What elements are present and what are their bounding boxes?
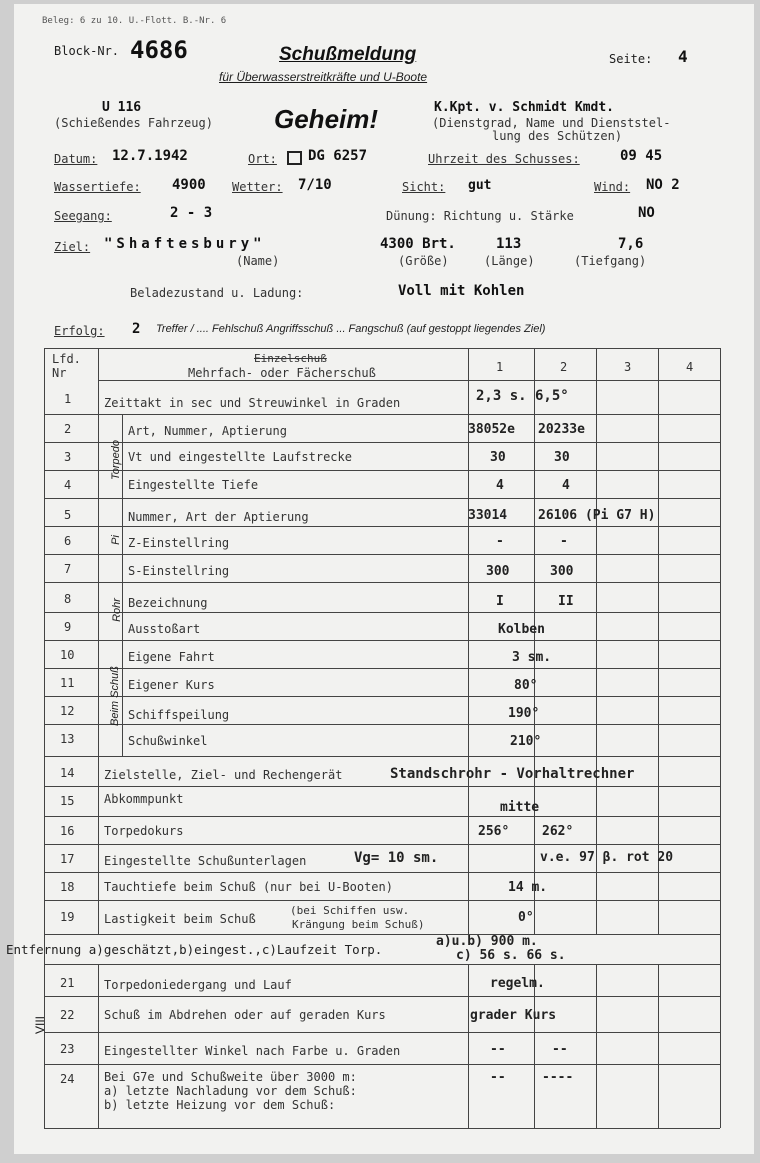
sea-label: Seegang: xyxy=(54,209,112,223)
row-label: Schuß im Abdrehen oder auf geraden Kurs xyxy=(104,1008,386,1022)
time: 09 45 xyxy=(620,148,663,164)
sea: 2 - 3 xyxy=(170,205,213,221)
group-beim-schuss: Beim Schuß xyxy=(109,666,121,726)
vis: gut xyxy=(468,178,492,193)
success-label: Erfolg: xyxy=(54,324,105,338)
row-label: Lastigkeit beim Schuß xyxy=(104,912,256,926)
row-num: 18 xyxy=(60,880,75,894)
secret-stamp: Geheim! xyxy=(274,104,379,134)
value-cell: 0° xyxy=(518,910,534,925)
row-label: Bei G7e und Schußweite über 3000 m: xyxy=(104,1070,357,1084)
row-num: 15 xyxy=(60,794,75,808)
value-cell: a)u.b) 900 m. xyxy=(436,934,538,949)
row-label: Zielstelle, Ziel- und Rechengerät xyxy=(104,768,343,782)
row-num: 24 xyxy=(60,1072,75,1086)
row-label: Torpedokurs xyxy=(104,824,184,838)
ort-box xyxy=(287,151,302,165)
target-name: "Shaftesbury" xyxy=(104,236,266,252)
block-number: 4686 xyxy=(130,36,188,64)
shooter: K.Kpt. v. Schmidt Kmdt. xyxy=(434,100,615,115)
row-num: 16 xyxy=(60,824,75,838)
value-cell: Kolben xyxy=(498,622,545,637)
col-type: Mehrfach- oder Fächerschuß xyxy=(188,366,376,380)
value-cell: grader Kurs xyxy=(470,1008,557,1023)
value-cell: 210° xyxy=(510,734,542,749)
row-label: Vt und eingestellte Laufstrecke xyxy=(128,450,352,464)
value-cell: ---- xyxy=(542,1070,574,1085)
row-num: 13 xyxy=(60,732,75,746)
row-num: 10 xyxy=(60,648,75,662)
row-num: 6 xyxy=(64,534,72,548)
depth: 4900 xyxy=(172,177,206,193)
row-num: 1 xyxy=(64,392,72,406)
row-num: 7 xyxy=(64,562,72,576)
row-label: Schiffspeilung xyxy=(128,708,230,722)
value-cell: 33014 xyxy=(468,508,508,523)
group-pi: Pi xyxy=(110,535,122,545)
caption-name: (Name) xyxy=(236,254,280,268)
row-num: 8 xyxy=(64,592,72,606)
ort-label: Ort: xyxy=(248,152,277,166)
value-cell: 26106 (Pi G7 H) xyxy=(538,508,656,523)
value-cell: 190° xyxy=(508,706,540,721)
row-num: 11 xyxy=(60,676,75,690)
col-num-1: 1 xyxy=(496,360,504,374)
value-cell: 30 xyxy=(490,450,506,465)
row-num: 12 xyxy=(60,704,75,718)
row-num: 22 xyxy=(60,1008,75,1022)
row-num: 3 xyxy=(64,450,72,464)
value-cell: 262° xyxy=(542,824,574,839)
row-label: Art, Nummer, Aptierung xyxy=(128,424,287,438)
value-cell: v.e. 97 β. rot 20 xyxy=(540,850,674,865)
group-rohr: Rohr xyxy=(111,598,123,622)
row-label: Z-Einstellring xyxy=(128,536,230,550)
ort: DG 6257 xyxy=(308,148,368,164)
row-label: Eingestellte Tiefe xyxy=(128,478,259,492)
load-label: Beladezustand u. Ladung: xyxy=(130,286,304,300)
col-num-4: 4 xyxy=(686,360,694,374)
row-num: 9 xyxy=(64,620,72,634)
value-cell: 14 m. xyxy=(508,880,548,895)
value-cell: Standschrohr - Vorhaltrechner xyxy=(390,766,635,782)
form-title: Schußmeldung xyxy=(279,44,417,65)
success-text: Treffer / .... Fehlschuß Angriffsschuß ... Fangschuß (auf gestoppt liegendes Ziel) xyxy=(156,323,546,335)
row-label: Bezeichnung xyxy=(128,596,208,610)
value-cell: c) 56 s. 66 s. xyxy=(456,948,566,963)
date: 12.7.1942 xyxy=(112,148,188,164)
value-cell: 300 xyxy=(550,564,574,579)
vessel: U 116 xyxy=(102,100,142,115)
block-label: Block-Nr. xyxy=(54,44,120,58)
target-size: 4300 Brt. xyxy=(380,236,456,252)
target-draft: 7,6 xyxy=(618,236,644,252)
row-num: 2 xyxy=(64,422,72,436)
row-label: Nummer, Art der Aptierung xyxy=(128,510,309,524)
row-label: S-Einstellring xyxy=(128,564,230,578)
shooter-caption-2: lung des Schützen) xyxy=(492,129,623,143)
row-num: 5 xyxy=(64,508,72,522)
row19-note-1: (bei Schiffen usw. xyxy=(290,904,410,917)
shooter-caption-1: (Dienstgrad, Name und Dienststel- xyxy=(432,116,671,130)
success-hits: 2 xyxy=(132,321,141,337)
margin-mark: VIII xyxy=(33,1016,47,1035)
page-number: 4 xyxy=(678,47,688,66)
value-cell: II xyxy=(558,594,574,609)
value-cell: 3 sm. xyxy=(512,650,552,665)
weather-label: Wetter: xyxy=(232,180,283,194)
value-cell: 4 xyxy=(562,478,570,493)
row-label: Abkommpunkt xyxy=(104,792,184,806)
row-label: Eingestellte Schußunterlagen xyxy=(104,854,307,868)
vessel-caption: (Schießendes Fahrzeug) xyxy=(54,116,213,130)
value-cell: - xyxy=(560,534,568,549)
row-num: 4 xyxy=(64,478,72,492)
form-subtitle: für Überwasserstreitkräfte und U-Boote xyxy=(219,70,428,84)
value-cell: 20233e xyxy=(538,422,585,437)
page-label: Seite: xyxy=(609,52,653,66)
value-cell: 80° xyxy=(514,678,538,693)
row24-a: a) letzte Nachladung vor dem Schuß: xyxy=(104,1084,357,1098)
value-cell: I xyxy=(496,594,504,609)
wind: NO 2 xyxy=(646,177,680,193)
depth-label: Wassertiefe: xyxy=(54,180,141,194)
value-cell: -- xyxy=(490,1070,506,1085)
col-type-strike: Einzelschuß xyxy=(254,352,327,365)
target-label: Ziel: xyxy=(54,240,91,254)
swell: NO xyxy=(638,205,655,221)
col-num-3: 3 xyxy=(624,360,632,374)
row-label: Eingestellter Winkel nach Farbe u. Graden xyxy=(104,1044,401,1058)
row-num: 21 xyxy=(60,976,75,990)
value-cell: regelm. xyxy=(490,976,545,991)
row-num: 19 xyxy=(60,910,75,924)
value-cell: 30 xyxy=(554,450,570,465)
value-cell: mitte xyxy=(500,800,540,815)
row-label: Eigene Fahrt xyxy=(128,650,215,664)
wind-label: Wind: xyxy=(594,180,631,194)
row-label: Zeittakt in sec und Streuwinkel in Graden xyxy=(104,396,401,410)
weather: 7/10 xyxy=(298,177,332,193)
value-cell: 256° xyxy=(478,824,510,839)
row20-label: Entfernung a)geschätzt,b)eingest.,c)Laufzeit Torp. xyxy=(6,942,383,957)
value-cell: 38052e xyxy=(468,422,515,437)
col-num-2: 2 xyxy=(560,360,568,374)
row-label: Schußwinkel xyxy=(128,734,208,748)
row-label: Eigener Kurs xyxy=(128,678,215,692)
value-cell: 4 xyxy=(496,478,504,493)
col-lfd: Lfd. Nr xyxy=(52,352,81,380)
document-page xyxy=(6,4,754,1154)
row-label: Ausstoßart xyxy=(128,622,201,636)
row-num: 17 xyxy=(60,852,75,866)
row-label: Tauchtiefe beim Schuß (nur bei U-Booten) xyxy=(104,880,393,894)
row-num: 23 xyxy=(60,1042,75,1056)
value-cell: -- xyxy=(490,1042,506,1057)
load: Voll mit Kohlen xyxy=(398,283,525,299)
row24-b: b) letzte Heizung vor dem Schuß: xyxy=(104,1098,336,1112)
target-length: 113 xyxy=(496,236,522,252)
row-label: Torpedoniedergang und Lauf xyxy=(104,978,292,992)
row-num: 14 xyxy=(60,766,75,780)
value-cell: - xyxy=(496,534,504,549)
swell-label: Dünung: Richtung u. Stärke xyxy=(386,209,574,223)
value-cell: Vg= 10 sm. xyxy=(354,850,439,866)
vis-label: Sicht: xyxy=(402,180,446,194)
value-cell: -- xyxy=(552,1042,568,1057)
value-cell: 2,3 s. 6,5° xyxy=(476,388,569,404)
top-stamp: Beleg: 6 zu 10. U.-Flott. B.-Nr. 6 xyxy=(42,16,227,26)
date-label: Datum: xyxy=(54,152,98,166)
caption-draft: (Tiefgang) xyxy=(574,254,647,268)
row19-note-2: Krängung beim Schuß) xyxy=(292,918,425,931)
value-cell: 300 xyxy=(486,564,510,579)
time-label: Uhrzeit des Schusses: xyxy=(428,152,580,166)
caption-size: (Größe) xyxy=(398,254,449,268)
caption-length: (Länge) xyxy=(484,254,535,268)
group-torpedo: Torpedo xyxy=(110,440,122,480)
